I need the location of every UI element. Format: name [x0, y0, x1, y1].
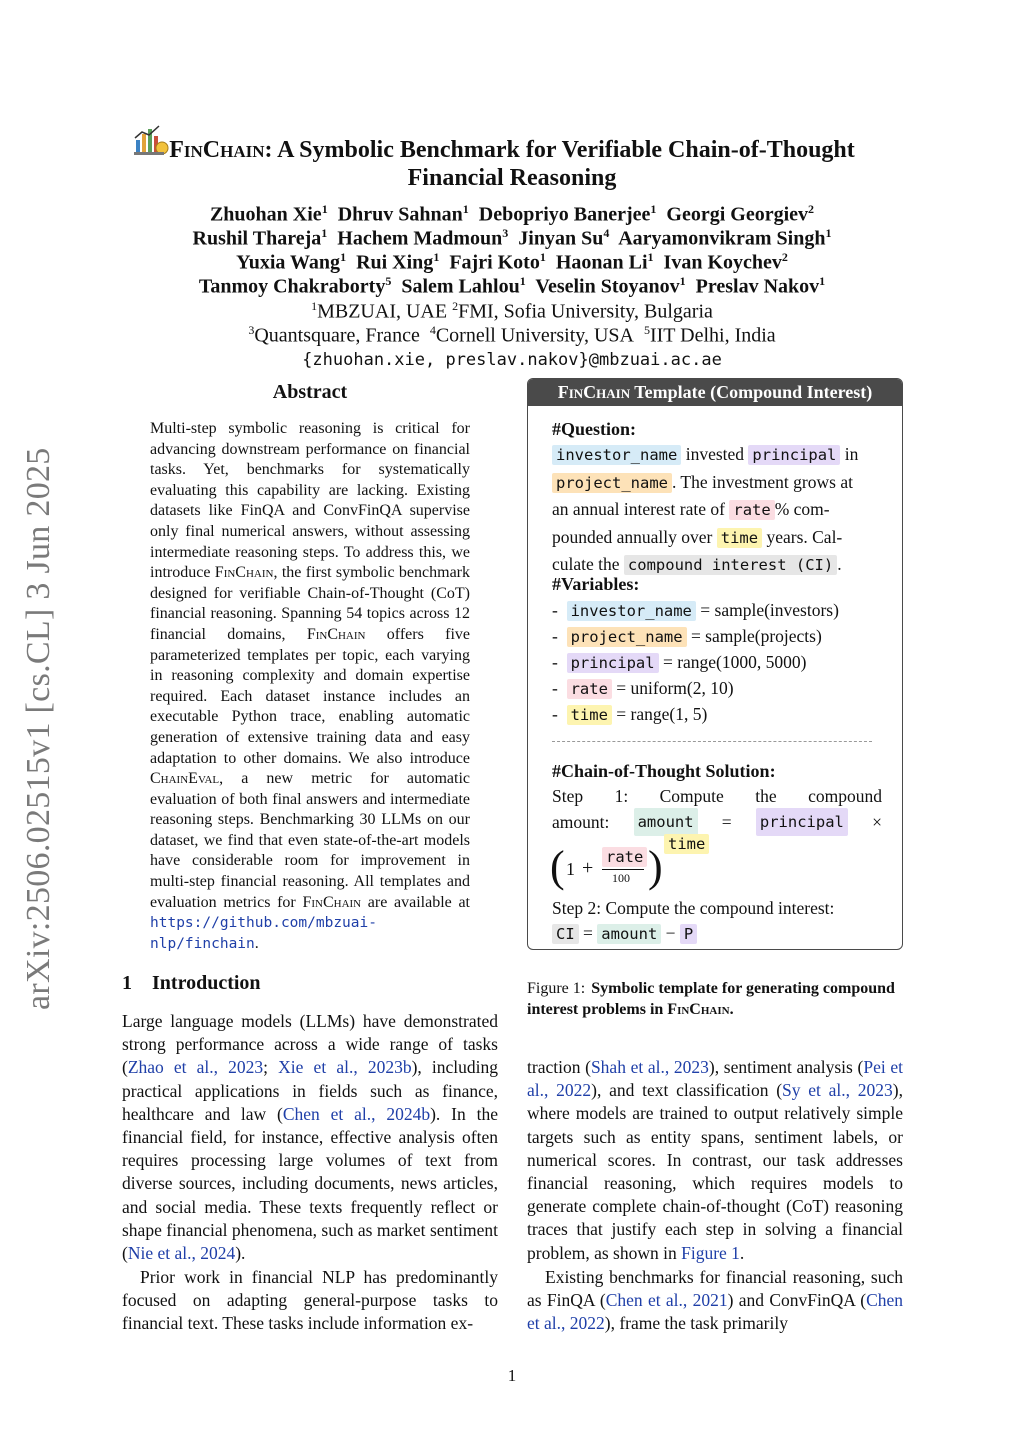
variables-list	[552, 597, 882, 727]
variable-row: - time = range(1, 5)	[552, 704, 708, 724]
author-line-1: Zhuohan Xie$^1$ Dhruv Sahnan$^1$ Debopriyo Banerjee$^1$ Georgi Georgiev$^2$	[209, 202, 815, 226]
question-label: #Question:	[552, 419, 637, 439]
cot-step-1-line-2: amount: amount = principal ×	[552, 808, 882, 836]
affiliation-line-2: $^3$Quantsquare, France $^4$Cornell University, USA $^5$IIT Delhi, India	[248, 323, 776, 347]
compound-formula: ( 1 + rate 100 ) time	[552, 835, 882, 895]
title-line1: : A Symbolic Benchmark for Verifiable Chain-of-Thought	[264, 137, 855, 163]
citation-link[interactable]: Sy et al., 2023	[782, 1080, 893, 1101]
citation-link[interactable]: Chen et al., 2021	[605, 1290, 728, 1311]
citation-link[interactable]: Shah et al., 2023	[590, 1057, 709, 1077]
intro-paragraph-1: Large language models (LLMs) have demonstrated strong performance across a wide range of tasks (Zhao et al., 2023; Xie et al., 2023b), including practical applications in fields such as finance, healthcare and law (Chen et al., 2024b). In the financial field, for instance, effective analysis often requires processing large volumes of text from diverse sources, including documents, news articles, and social media. These texts frequently reflect or shape financial phenomena, such as market sentiment (Nie et al., 2024).	[122, 1011, 499, 1264]
template-box	[527, 378, 903, 950]
citation-link[interactable]: Pei et al., 2022	[527, 1057, 903, 1101]
right-paragraph-1: traction (Shah et al., 2023), sentiment analysis (Pei et al., 2022), and text classification (Sy et al., 2023), where models are trained to output relatively simple targets such as entity spans, sentiment labels, or numerical scores. In contrast, our task addresses financial reasoning, which requires models to generate complete chain-of-thought (CoT) reasoning traces that justify each step in solving a financial problem, as shown in Figure 1.	[527, 1057, 903, 1263]
citation-link[interactable]: Chen et al., 2024b	[282, 1103, 431, 1124]
variable-row: - project_name = sample(projects)	[552, 626, 822, 646]
citation-link[interactable]: Xie et al., 2023b	[278, 1057, 412, 1078]
paper-title	[0, 136, 1024, 192]
left-paren: (	[550, 842, 565, 891]
title-line2: Financial Reasoning	[407, 165, 617, 191]
variable-row: - principal = range(1000, 5000)	[552, 652, 807, 672]
variable-row: - investor_name = sample(investors)	[552, 600, 839, 620]
citation-link[interactable]: Zhao et al., 2023	[127, 1057, 264, 1078]
author-line-3: Yuxia Wang$^1$ Rui Xing$^1$ Fajri Koto$^1$ Haonan Li$^1$ Ivan Koychev$^2$	[236, 250, 788, 274]
right-paren: )	[648, 842, 663, 891]
citation-link[interactable]: Nie et al., 2024	[127, 1243, 236, 1264]
author-email: {zhuohan.xie, preslav.nakov}@mbzuai.ac.ae	[302, 350, 722, 370]
page-number: 1	[507, 1366, 517, 1385]
intro-paragraph-2: Prior work in financial NLP has predominantly focused on adapting general-purpose tasks to financial text. These tasks include information ex-	[122, 1267, 498, 1334]
author-line-4: Tanmoy Chakraborty$^5$ Salem Lahlou$^1$ Veselin Stoyanov$^1$ Preslav Nakov$^1$	[198, 274, 826, 298]
author-line-2: Rushil Thareja$^1$ Hachem Madmoun$^3$ Jinyan Su$^4$ Aaryamonvikram Singh$^1$	[192, 226, 832, 250]
right-paragraph-2: Existing benchmarks for financial reasoning, such as FinQA (Chen et al., 2021) and ConvFinQA (Chen et al., 2022), frame the task primarily	[527, 1267, 904, 1334]
dashed-divider	[552, 741, 872, 742]
variables-label: #Variables:	[552, 574, 640, 594]
cot-step-1-line-1: Step 1: Compute the compound	[552, 786, 882, 806]
title-finchain: FinChain	[169, 137, 265, 163]
abstract-heading: Abstract	[272, 381, 348, 403]
template-box-header: FinChain Template (Compound Interest)	[528, 379, 902, 406]
question-text: investor_name invested principal in project_name . The investment grows at an annual interest rate of rate % com- pounded annually over time years. Cal- culate the compound interest (CI) .	[552, 444, 859, 574]
section-heading-introduction: 1 Introduction	[122, 972, 261, 994]
abstract-body: Multi-step symbolic reasoning is critical for advancing downstream performance on financial tasks. Yet, benchmarks for systematically evaluating this capability are lacking. Existing datasets like FinQA and ConvFinQA supervise only final numerical answers, without assessing intermediate reasoning steps. To address this, we introduce FinChain, the first symbolic benchmark designed for verifiable Chain-of-Thought (CoT) financial reasoning. Spanning 54 topics across 12 financial domains, FinChain offers five parameterized templates per topic, each varying in reasoning complexity and domain expertise required. Each dataset instance includes an executable Python trace, enabling automatic generation of extensive training data and easy adaptation to other domains. We also introduce ChainEval, a new metric for automatic evaluation of both final answers and intermediate reasoning steps. Benchmarking 30 LLMs on our dataset, we find that even state-of-the-art models have considerable room for improvement in multi-step financial reasoning. All templates and evaluation metrics for FinChain are available at https://github.com/mbzuai-nlp/finchain.	[150, 420, 471, 952]
variable-row: - rate = uniform(2, 10)	[552, 678, 734, 698]
fraction-bar	[602, 869, 644, 870]
cot-label: #Chain-of-Thought Solution:	[552, 761, 776, 781]
cot-step-2-line-2: CI = amount − P	[552, 923, 882, 944]
citation-link[interactable]: Chen et al., 2022	[527, 1290, 904, 1334]
figure-reference-link[interactable]: Figure 1	[681, 1242, 740, 1263]
figure-caption: Figure 1: Symbolic template for generating compound interest problems in FinChain.	[527, 980, 895, 1018]
affiliation-line-1: $^1$MBZUAI, UAE $^2$FMI, Sofia University, Bulgaria	[311, 299, 713, 323]
cot-step-2-line-1: Step 2: Compute the compound interest:	[552, 898, 835, 918]
arxiv-stamp: arXiv:2506.02515v1 [cs.CL] 3 Jun 2025	[20, 447, 57, 1010]
github-link[interactable]: https://github.com/mbzuai-nlp/finchain	[150, 915, 377, 952]
